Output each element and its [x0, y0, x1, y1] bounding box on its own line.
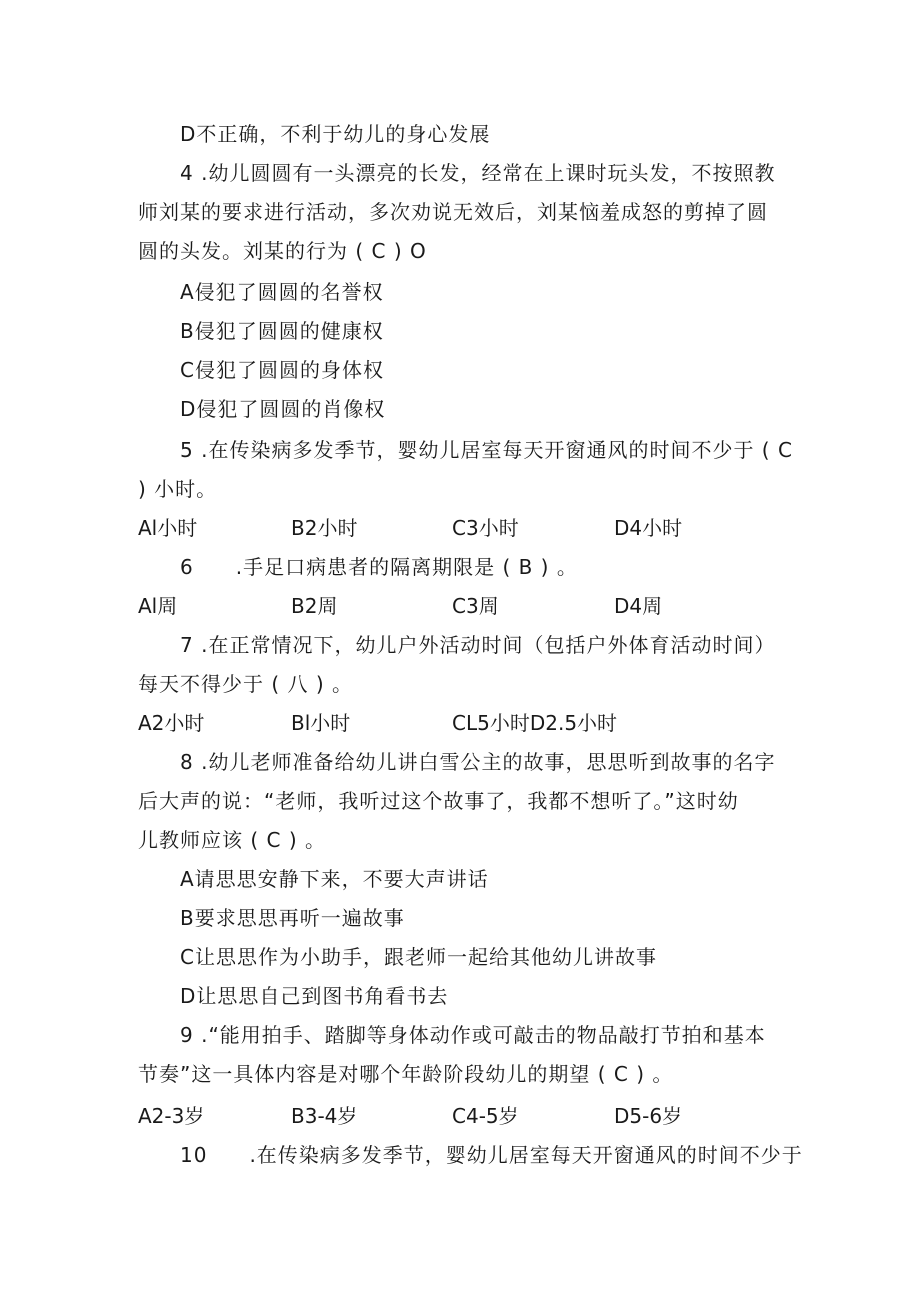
q10-stem-line-1: 10 .在传染病多发季节，婴幼儿居室每天开窗通风的时间不少于 [180, 1143, 803, 1167]
q7-option-c-d: CL5小时D2.5小时 [452, 711, 618, 735]
q8-stem-line-2: 后大声的说：“老师，我听过这个故事了，我都不想听了。”这时幼 [138, 789, 739, 813]
q9-option-a: A2-3岁 [138, 1104, 205, 1128]
q5-options-row [138, 514, 758, 542]
q7-stem-line-1: 7 .在正常情况下，幼儿户外活动时间（包括户外体育活动时间） [180, 633, 776, 657]
q4-option-a: A侵犯了圆圆的名誉权 [180, 280, 384, 304]
q4-option-b: B侵犯了圆圆的健康权 [180, 319, 384, 343]
q5-option-c: C3小时 [452, 516, 519, 540]
q9-options-row [138, 1102, 758, 1130]
q5-stem-line-1: 5 .在传染病多发季节，婴幼儿居室每天开窗通风的时间不少于 ( C [180, 438, 793, 462]
q8-option-c: C让思思作为小助手，跟老师一起给其他幼儿讲故事 [180, 945, 657, 969]
q9-stem-line-1: 9 .“能用拍手、踏脚等身体动作或可敲击的物品敲打节拍和基本 [180, 1023, 766, 1047]
q5-option-a: Al小时 [138, 516, 198, 540]
q4-stem-line-2: 师刘某的要求进行活动，多次劝说无效后，刘某恼羞成怒的剪掉了圆 [138, 200, 768, 224]
q4-stem-line-3: 圆的头发。刘某的行为 ( C ) O [138, 239, 427, 263]
q9-stem-line-2: 节奏”这一具体内容是对哪个年龄阶段幼儿的期望 ( C ) 。 [138, 1062, 674, 1086]
q9-option-d: D5-6岁 [614, 1104, 683, 1128]
q8-stem-line-1: 8 .幼儿老师准备给幼儿讲白雪公主的故事，思思听到故事的名字 [180, 750, 776, 774]
q6-option-d: D4周 [614, 594, 663, 618]
q4-option-d: D侵犯了圆圆的肖像权 [180, 397, 386, 421]
q4-stem-line-1: 4 .幼儿圆圆有一头漂亮的长发，经常在上课时玩头发，不按照教 [180, 161, 776, 185]
q8-option-d: D让思思自己到图书角看书去 [180, 984, 449, 1008]
q3-option-d: D不正确，不利于幼儿的身心发展 [180, 122, 491, 146]
q9-option-b: B3-4岁 [291, 1104, 358, 1128]
q6-stem: 6 .手足口病患者的隔离期限是 ( B ) 。 [180, 555, 578, 579]
q7-option-b: Bl小时 [291, 711, 351, 735]
q5-option-b: B2小时 [291, 516, 358, 540]
q6-option-c: C3周 [452, 594, 499, 618]
q6-option-a: Al周 [138, 594, 178, 618]
q9-option-c: C4-5岁 [452, 1104, 519, 1128]
q7-options-row [138, 709, 758, 737]
q7-option-a: A2小时 [138, 711, 205, 735]
q5-option-d: D4小时 [614, 516, 683, 540]
q8-option-b: B要求思思再听一遍故事 [180, 906, 405, 930]
q7-stem-line-2: 每天不得少于 ( 八 ) 。 [138, 672, 354, 696]
q8-stem-line-3: 儿教师应该 ( C ) 。 [138, 828, 326, 852]
q6-option-b: B2周 [291, 594, 338, 618]
q8-option-a: A请思思安静下来，不要大声讲话 [180, 867, 489, 891]
q6-options-row [138, 592, 758, 620]
q4-option-c: C侵犯了圆圆的身体权 [180, 358, 384, 382]
q5-stem-line-2: ) 小时。 [138, 477, 218, 501]
